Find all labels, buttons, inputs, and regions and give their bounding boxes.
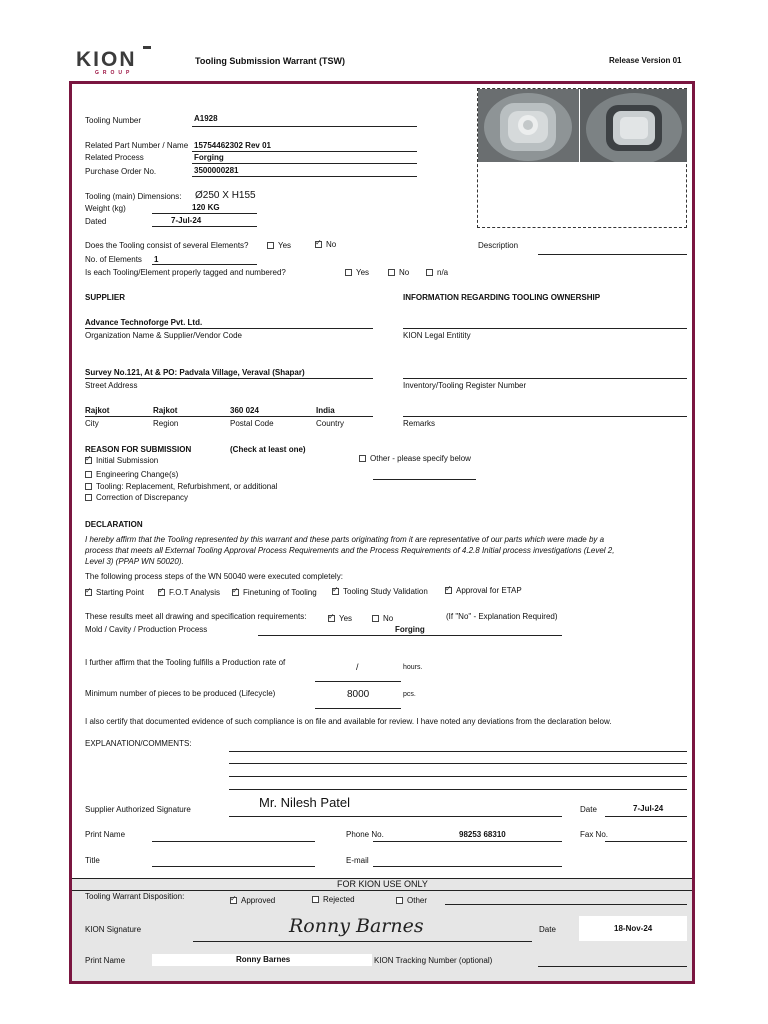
supplier-heading: SUPPLIER (85, 293, 126, 302)
mold-value[interactable]: Forging (395, 625, 425, 634)
part-line (192, 151, 417, 152)
org-value[interactable]: Advance Technoforge Pvt. Ltd. (85, 318, 203, 327)
tag-na[interactable] (426, 268, 448, 277)
supplier-signature-value[interactable]: Mr. Nilesh Patel (259, 795, 351, 810)
postal-label: Postal Code (230, 419, 274, 428)
elements-no[interactable] (315, 240, 336, 249)
page-title: Tooling Submission Warrant (TSW) (195, 56, 345, 66)
checkbox-icon (85, 483, 92, 490)
checkbox-checked-icon (315, 241, 322, 248)
results-yes[interactable] (328, 614, 352, 623)
disposition-approved[interactable] (230, 896, 275, 905)
step-starting-point[interactable] (85, 588, 144, 597)
disposition-other-line[interactable] (445, 904, 687, 905)
checkbox-icon (359, 455, 366, 462)
certify-text: I also certify that documented evidence of such compliance is on file and available for review. I have noted any deviations from the declaration below. (85, 717, 612, 726)
phone-label: Phone No. (346, 830, 384, 839)
checkbox-icon (345, 269, 352, 276)
inventory-line[interactable] (403, 378, 687, 379)
org-line (85, 328, 373, 329)
elements-question: Does the Tooling consist of several Elements? (85, 241, 249, 250)
dimensions-label: Tooling (main) Dimensions: (85, 192, 182, 201)
part-label: Related Part Number / Name (85, 141, 189, 150)
explanation-line-2[interactable] (229, 763, 687, 764)
explanation-line-3[interactable] (229, 776, 687, 777)
tag-question: Is each Tooling/Element properly tagged and numbered? (85, 268, 286, 277)
elements-yes-label: Yes (278, 241, 292, 250)
results-yes-label: Yes (339, 614, 353, 623)
min-pieces-value[interactable]: 8000 (347, 689, 370, 700)
elements-count-value[interactable]: 1 (154, 255, 159, 264)
declaration-line-3: Level 3) (PPAP WN 50020). (85, 557, 184, 566)
checkbox-icon (372, 615, 379, 622)
release-version: Release Version 01 (609, 56, 682, 65)
inventory-label: Inventory/Tooling Register Number (403, 381, 527, 390)
disposition-approved-label: Approved (241, 896, 276, 905)
logo-sub: GROUP (95, 70, 134, 76)
results-label: These results meet all drawing and specification requirements: (85, 612, 307, 621)
legal-label: KION Legal Entitity (403, 331, 471, 340)
checkbox-icon (85, 494, 92, 501)
step-fot-analysis[interactable] (158, 588, 220, 597)
logo-bar (143, 46, 151, 49)
process-line (192, 163, 417, 164)
reason-other-line[interactable] (373, 479, 476, 480)
kion-signature-value[interactable]: Ronny Barnes (289, 915, 424, 937)
postal-value[interactable]: 360 024 (230, 406, 259, 415)
explanation-line-1[interactable] (229, 751, 687, 752)
min-pieces-unit: pcs. (403, 691, 416, 698)
elements-count-label: No. of Elements (85, 255, 142, 264)
disposition-rejected-label: Rejected (323, 895, 355, 904)
dated-value[interactable]: 7-Jul-24 (171, 216, 202, 225)
checkbox-checked-icon (328, 615, 335, 622)
kion-date-value: 18-Nov-24 (614, 924, 653, 933)
reason-correction-label: Correction of Discrepancy (96, 493, 189, 502)
part-value[interactable]: 15754462302 Rev 01 (194, 141, 271, 150)
country-label: Country (316, 419, 345, 428)
dated-line (152, 226, 257, 227)
step-approval-etap-label: Approval for ETAP (456, 586, 522, 595)
checkbox-checked-icon (85, 589, 92, 596)
reason-heading: REASON FOR SUBMISSION (85, 445, 192, 454)
steps-label: The following process steps of the WN 50040 were executed completely: (85, 572, 343, 581)
print-name-label: Print Name (85, 830, 126, 839)
step-finetuning-label: Finetuning of Tooling (243, 588, 317, 597)
legal-line[interactable] (403, 328, 687, 329)
weight-line (152, 213, 257, 214)
reason-other-label: Other - please specify below (370, 454, 471, 463)
process-value[interactable]: Forging (194, 153, 224, 162)
step-study-validation-label: Tooling Study Validation (343, 587, 428, 596)
tooling-number-value[interactable]: A1928 (194, 114, 218, 123)
city-line (85, 416, 373, 417)
kion-print-name-label: Print Name (85, 956, 126, 965)
tag-no-label: No (399, 268, 410, 277)
checkbox-checked-icon (445, 587, 452, 594)
reason-correction[interactable] (85, 493, 188, 502)
reason-initial[interactable] (85, 456, 158, 465)
process-label: Related Process (85, 153, 144, 162)
step-approval-etap[interactable] (445, 586, 522, 595)
rate-line (315, 681, 401, 682)
kion-tracking-label: KION Tracking Number (optional) (374, 956, 493, 965)
title-line[interactable] (152, 866, 315, 867)
tag-na-label: n/a (437, 268, 449, 277)
disposition-other-label: Other (407, 896, 428, 905)
phone-line (373, 841, 562, 842)
kion-signature-label: KION Signature (85, 925, 142, 934)
step-study-validation[interactable] (332, 587, 428, 596)
street-line (85, 378, 373, 379)
rate-unit: hours. (403, 664, 423, 671)
checkbox-checked-icon (158, 589, 165, 596)
supplier-date-label: Date (580, 805, 597, 814)
mold-line (258, 635, 562, 636)
description-label: Description (478, 241, 519, 250)
po-label: Purchase Order No. (85, 167, 157, 176)
weight-value[interactable]: 120 KG (192, 203, 220, 212)
region-value[interactable]: Rajkot (153, 406, 178, 415)
kion-band-title: FOR KION USE ONLY (337, 879, 428, 889)
kion-date-label: Date (539, 925, 556, 934)
results-no-label: No (383, 614, 394, 623)
checkbox-icon (85, 471, 92, 478)
explanation-line-4[interactable] (229, 789, 687, 790)
tag-yes[interactable] (345, 268, 369, 277)
kion-logo (76, 48, 137, 76)
print-name-line[interactable] (152, 841, 315, 842)
tag-no[interactable] (388, 268, 409, 277)
rate-label: I further affirm that the Tooling fulfills a Production rate of (85, 658, 286, 667)
disposition-label: Tooling Warrant Disposition: (85, 892, 185, 901)
tooling-number-line (192, 126, 417, 127)
checkbox-icon (388, 269, 395, 276)
elements-count-line (152, 264, 257, 265)
supplier-date-value[interactable]: 7-Jul-24 (633, 804, 664, 813)
reason-engineering[interactable] (85, 470, 178, 479)
supplier-signature-label: Supplier Authorized Signature (85, 805, 191, 814)
reason-initial-label: Initial Submission (96, 456, 159, 465)
tooling-photo-2 (580, 89, 687, 162)
city-label: City (85, 419, 99, 428)
kion-band-title-line (72, 890, 692, 891)
description-line[interactable] (538, 254, 687, 255)
reason-other[interactable] (359, 454, 471, 463)
supplier-signature-line (229, 816, 562, 817)
step-fot-analysis-label: F.O.T Analysis (169, 588, 220, 597)
tag-yes-label: Yes (356, 268, 370, 277)
remarks-line[interactable] (403, 416, 687, 417)
reason-hint: (Check at least one) (230, 445, 306, 454)
checkbox-icon (267, 242, 274, 249)
disposition-other[interactable] (396, 896, 427, 905)
dimensions-value[interactable]: Ø250 X H155 (195, 190, 256, 201)
checkbox-checked-icon (332, 588, 339, 595)
email-label: E-mail (346, 856, 369, 865)
results-no[interactable] (372, 614, 393, 623)
declaration-line-1: I hereby affirm that the Tooling represented by this warrant and these parts originating from it are representative of our parts which were made by a (85, 535, 605, 544)
checkbox-checked-icon (85, 457, 92, 464)
phone-value[interactable]: 98253 68310 (459, 830, 506, 839)
street-value[interactable]: Survey No.121, At & PO: Padvala Village, Veraval (Shapar) (85, 368, 305, 377)
po-value[interactable]: 3500000281 (194, 166, 239, 175)
results-hint: (If "No" - Explanation Required) (446, 612, 558, 621)
elements-yes[interactable] (267, 241, 291, 250)
checkbox-icon (312, 896, 319, 903)
declaration-heading: DECLARATION (85, 520, 143, 529)
checkbox-icon (426, 269, 433, 276)
kion-tracking-line[interactable] (538, 966, 687, 967)
tooling-photo-1 (478, 89, 579, 162)
logo-word: KION (76, 48, 137, 71)
region-label: Region (153, 419, 179, 428)
tooling-number-label: Tooling Number (85, 116, 142, 125)
step-finetuning[interactable] (232, 588, 317, 597)
email-line[interactable] (373, 866, 562, 867)
fax-label: Fax No. (580, 830, 609, 839)
checkbox-icon (396, 897, 403, 904)
checkbox-checked-icon (232, 589, 239, 596)
kion-print-name-value: Ronny Barnes (236, 955, 291, 964)
weight-label: Weight (kg) (85, 204, 126, 213)
min-pieces-line (315, 708, 401, 709)
remarks-label: Remarks (403, 419, 436, 428)
rate-value[interactable]: / (356, 662, 359, 672)
disposition-rejected[interactable] (312, 895, 355, 904)
fax-line[interactable] (605, 841, 687, 842)
street-label: Street Address (85, 381, 138, 390)
declaration-line-2: process that meets all External Tooling Approval Process Requirements and the Process Requirements of 4.2.8 Initial process investigations (Level 2, (85, 546, 615, 555)
dated-label: Dated (85, 217, 107, 226)
country-value[interactable]: India (316, 406, 335, 415)
explanation-label: EXPLANATION/COMMENTS: (85, 739, 192, 748)
reason-engineering-label: Engineering Change(s) (96, 470, 179, 479)
city-value[interactable]: Rajkot (85, 406, 110, 415)
org-label: Organization Name & Supplier/Vendor Code (85, 331, 242, 340)
kion-signature-line (193, 941, 532, 942)
reason-replacement-label: Tooling: Replacement, Refurbishment, or additional (96, 482, 278, 491)
ownership-heading: INFORMATION REGARDING TOOLING OWNERSHIP (403, 293, 601, 302)
checkbox-checked-icon (230, 897, 237, 904)
elements-no-label: No (326, 240, 337, 249)
reason-replacement[interactable] (85, 482, 277, 491)
supplier-date-line (605, 816, 687, 817)
step-starting-point-label: Starting Point (96, 588, 145, 597)
title-label: Title (85, 856, 100, 865)
po-line (192, 176, 417, 177)
min-pieces-label: Minimum number of pieces to be produced (Lifecycle) (85, 689, 276, 698)
mold-label: Mold / Cavity / Production Process (85, 625, 208, 634)
